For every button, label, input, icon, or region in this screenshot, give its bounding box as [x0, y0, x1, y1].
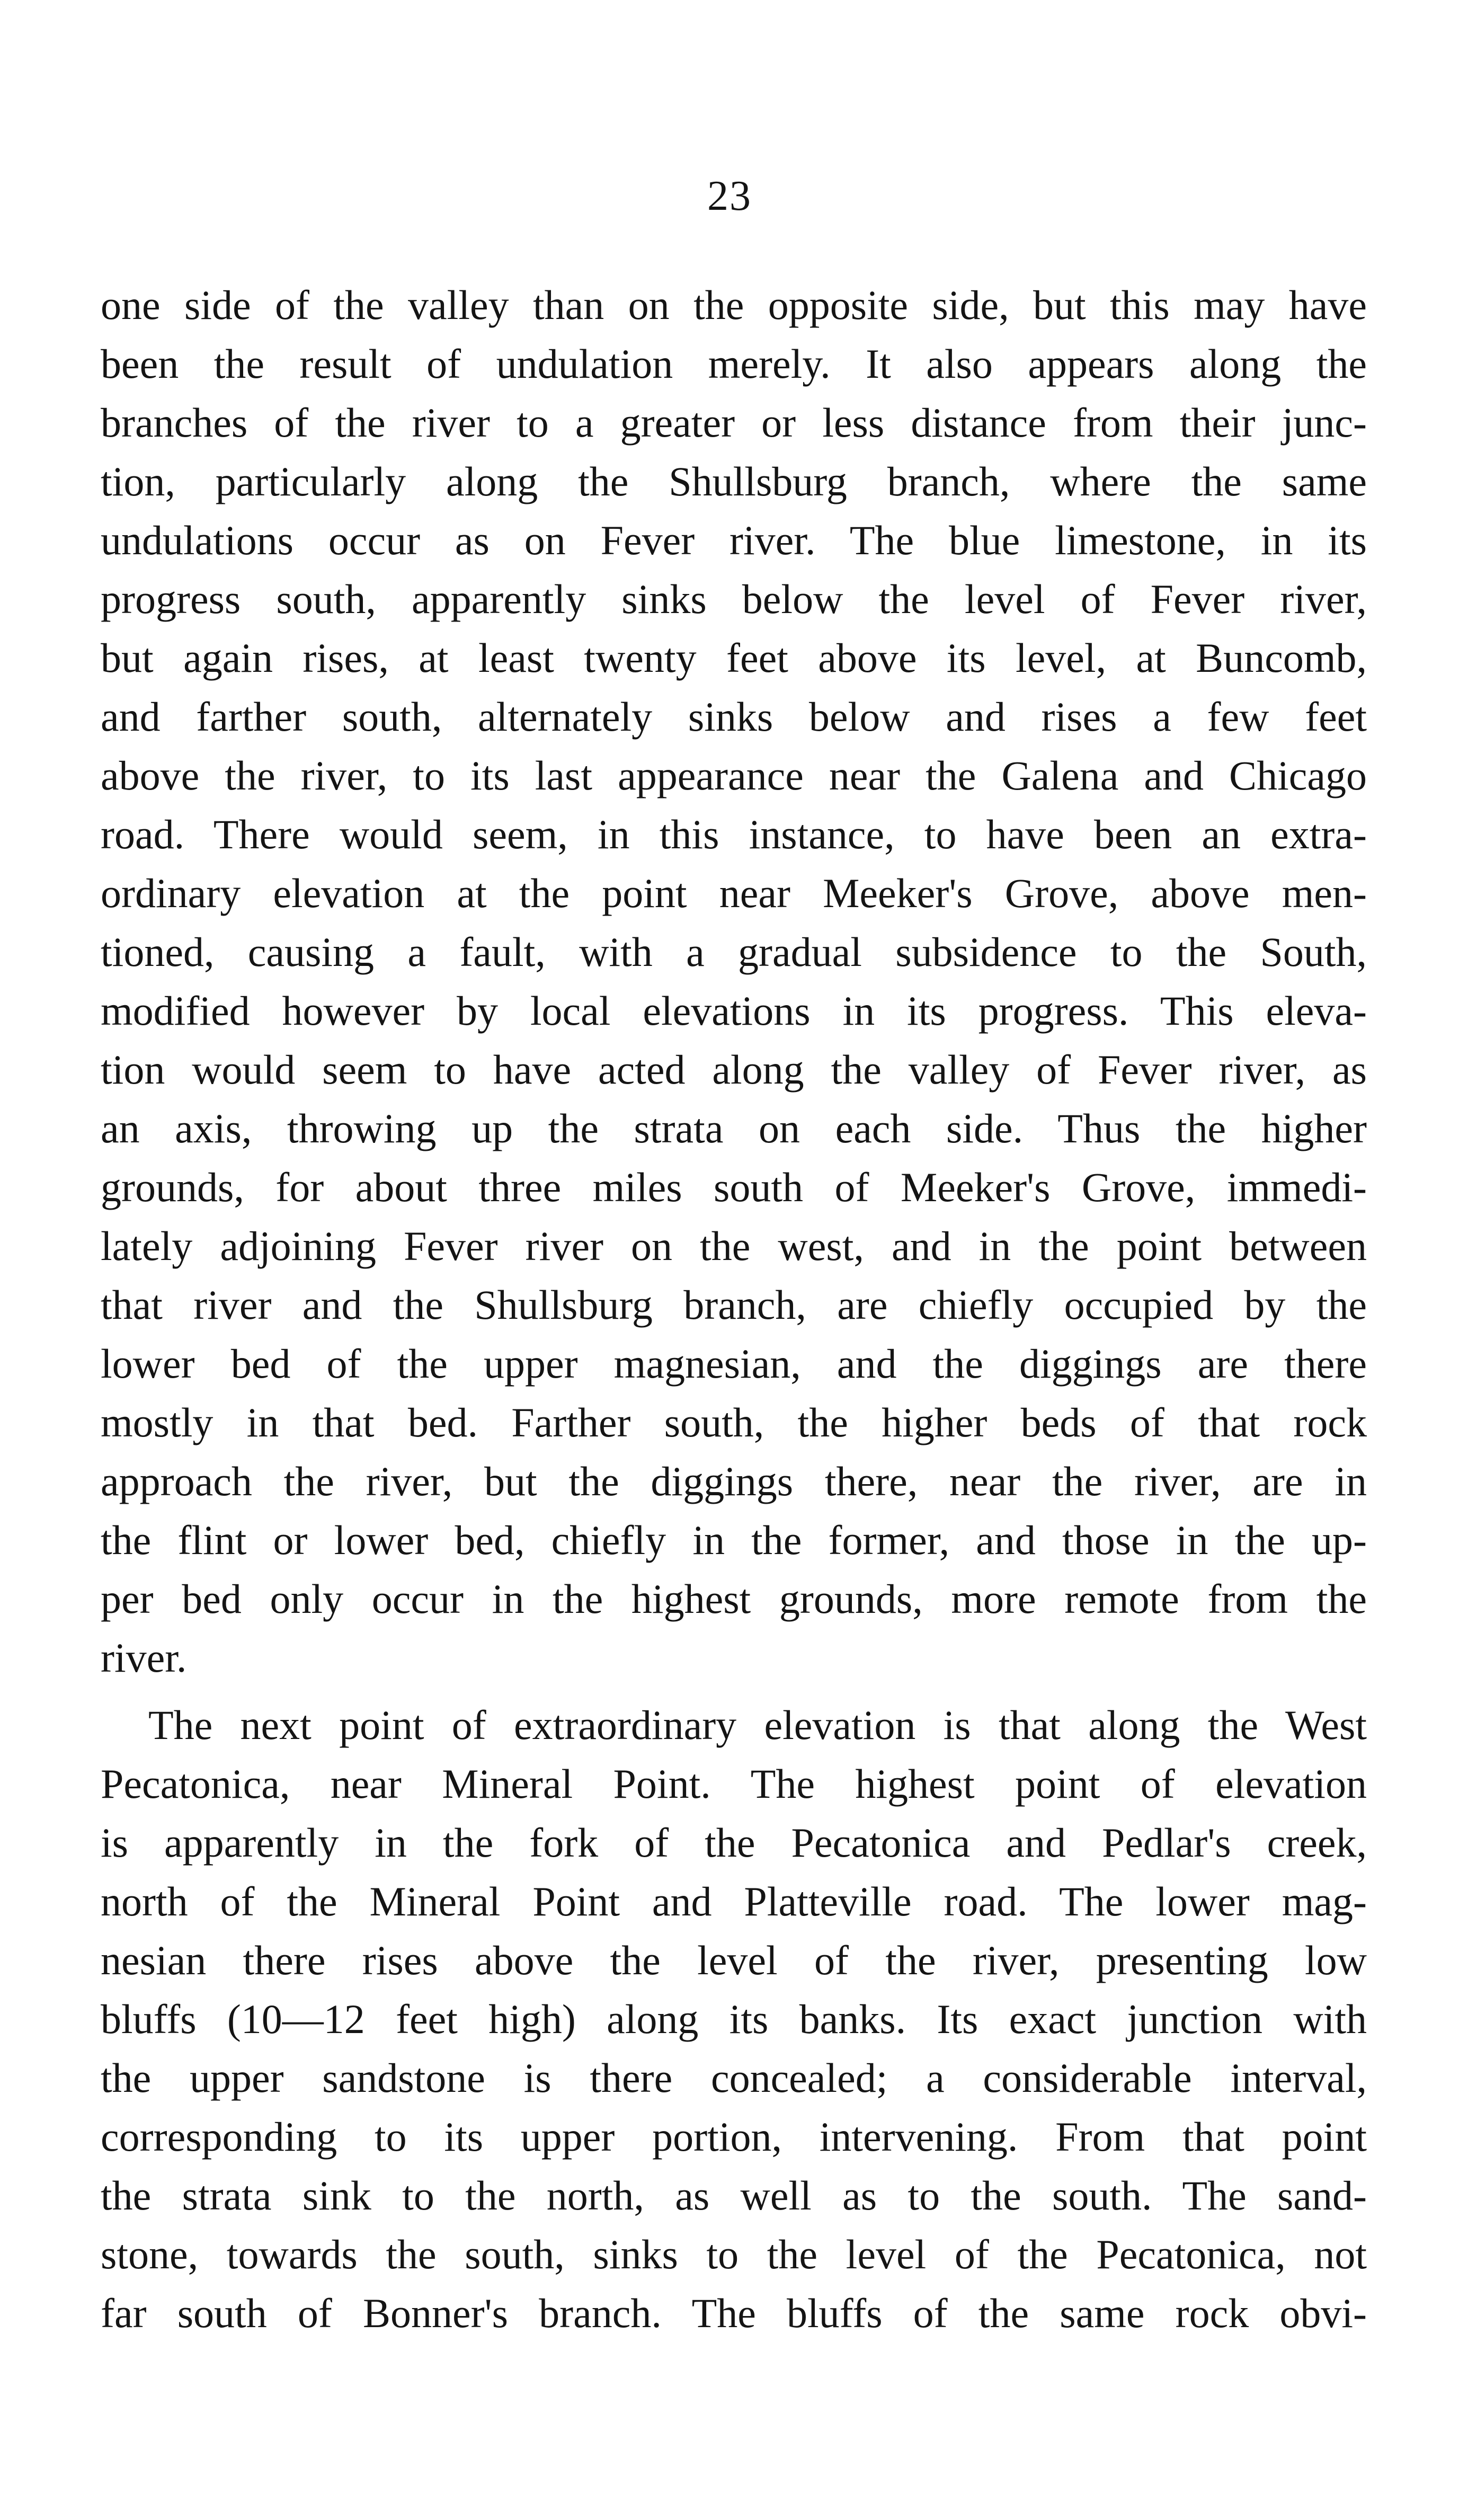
- text-line: tioned, causing a fault, with a gradual subsidence to the South,: [101, 929, 1367, 975]
- text-line: mostly in that bed. Farther south, the higher beds of that rock: [101, 1399, 1367, 1445]
- text-line: lately adjoining Fever river on the west, and in the point between: [101, 1223, 1367, 1269]
- text-line: north of the Mineral Point and Platteville road. The lower mag-: [101, 1878, 1367, 1924]
- text-line: the strata sink to the north, as well as to the south. The sand-: [101, 2172, 1367, 2219]
- text-line: above the river, to its last appearance near the Galena and Chicago: [101, 752, 1367, 798]
- text-line: stone, towards the south, sinks to the level of the Pecatonica, not: [101, 2231, 1367, 2277]
- text-line: been the result of undulation merely. It also appears along the: [101, 341, 1367, 387]
- text-line: corresponding to its upper portion, intervening. From that point: [101, 2114, 1367, 2160]
- text-line: progress south, apparently sinks below the level of Fever river,: [101, 576, 1367, 622]
- text-line: modified however by local elevations in its progress. This eleva-: [101, 988, 1367, 1034]
- text-line: that river and the Shullsburg branch, are chiefly occupied by the: [101, 1282, 1367, 1328]
- text-line: tion would seem to have acted along the valley of Fever river, as: [101, 1046, 1367, 1093]
- text-line: approach the river, but the diggings there, near the river, are in: [101, 1458, 1367, 1504]
- paragraph-1: [101, 276, 1367, 1687]
- text-line: branches of the river to a greater or less distance from their junc-: [101, 400, 1367, 446]
- text-line: per bed only occur in the highest grounds, more remote from the: [101, 1576, 1367, 1622]
- text-line: road. There would seem, in this instance, to have been an extra-: [101, 811, 1367, 857]
- text-line: Pecatonica, near Mineral Point. The highest point of elevation: [101, 1761, 1367, 1807]
- paragraph-2: [101, 1696, 1367, 2342]
- text-line: bluffs (10—12 feet high) along its banks. Its exact junction with: [101, 1996, 1367, 2042]
- text-line: the flint or lower bed, chiefly in the former, and those in the up-: [101, 1517, 1367, 1563]
- text-line: is apparently in the fork of the Pecatonica and Pedlar's creek,: [101, 1820, 1367, 1866]
- text-line: nesian there rises above the level of the river, presenting low: [101, 1937, 1367, 1983]
- text-line: and farther south, alternately sinks below and rises a few feet: [101, 694, 1367, 740]
- text-line: one side of the valley than on the opposite side, but this may have: [101, 282, 1367, 328]
- text-line: tion, particularly along the Shullsburg branch, where the same: [101, 458, 1367, 504]
- text-line: the upper sandstone is there concealed; a considerable interval,: [101, 2055, 1367, 2101]
- text-line: lower bed of the upper magnesian, and the diggings are there: [101, 1341, 1367, 1387]
- text-line: but again rises, at least twenty feet above its level, at Buncomb,: [101, 635, 1367, 681]
- text-line: The next point of extraordinary elevation is that along the West: [148, 1702, 1367, 1748]
- text-line: far south of Bonner's branch. The bluffs of the same rock obvi-: [101, 2290, 1367, 2336]
- text-line: undulations occur as on Fever river. The blue limestone, in its: [101, 517, 1367, 563]
- text-line: grounds, for about three miles south of Meeker's Grove, immedi-: [101, 1164, 1367, 1210]
- text-line: ordinary elevation at the point near Meeker's Grove, above men-: [101, 870, 1367, 916]
- text-line: river.: [101, 1635, 187, 1681]
- text-line: an axis, throwing up the strata on each side. Thus the higher: [101, 1105, 1367, 1151]
- page-number: 23: [707, 173, 752, 219]
